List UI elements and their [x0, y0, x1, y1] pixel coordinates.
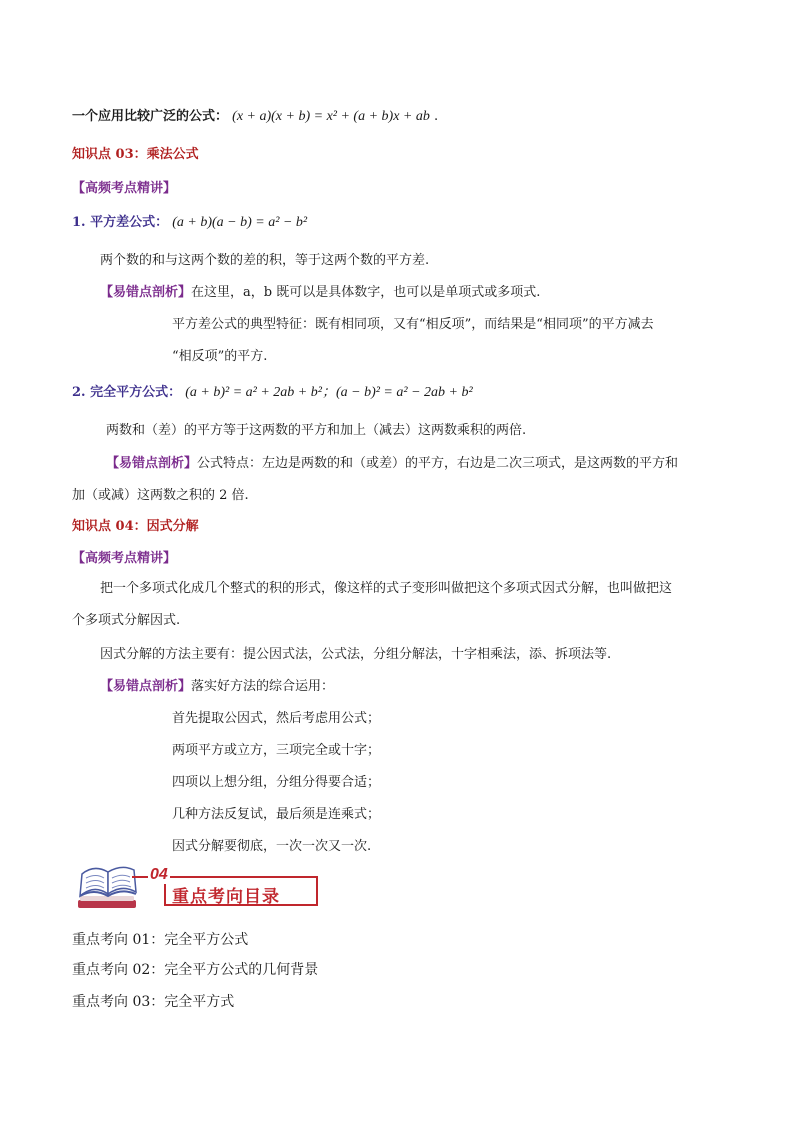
kp03-heading: 知识点 03：乘法公式 [72, 147, 199, 162]
intro-end: . [434, 109, 439, 124]
direction-item: 重点考向 01：完全平方公式 [72, 932, 249, 948]
item2-desc: 两数和（差）的平方等于这两数的平方和加上（减去）这两数乘积的两倍. [106, 423, 527, 438]
item2-line [72, 384, 473, 402]
kp04-tag: 【高频考点精讲】 [72, 551, 177, 566]
item1-feature-2: “相反项”的平方. [172, 349, 268, 364]
item1-desc: 两个数的和与这两个数的差的积，等于这两个数的平方差. [100, 253, 430, 268]
section-banner [72, 866, 320, 914]
kp04-heading: 知识点 04：因式分解 [72, 519, 199, 534]
kp04-methods: 因式分解的方法主要有：提公因式法，公式法，分组分解法，十字相乘法，添、拆项法等. [100, 647, 612, 662]
item1-tip-tag: 【易错点剖析】 [100, 285, 192, 300]
general-formula: (x + a)(x + b) = x² + (a + b)x + ab [232, 109, 430, 124]
book-icon [72, 866, 148, 914]
perfect-square-formula: (a + b)² = a² + 2ab + b²；(a − b)² = a² − 2ab + b² [185, 385, 473, 400]
item2-tip-text: 公式特点：左边是两数的和（或差）的平方，右边是二次三项式，是这两数的平方和 [197, 456, 679, 471]
item2-tip-tag: 【易错点剖析】 [106, 456, 198, 471]
item2-label: 2. 完全平方公式： [72, 385, 182, 400]
rhyme-line: 两项平方或立方，三项完全或十字； [172, 743, 381, 758]
rhyme-line: 因式分解要彻底，一次一次又一次. [172, 839, 372, 854]
intro-text: 一个应用比较广泛的公式： [72, 109, 229, 124]
item2-tip [106, 455, 678, 473]
direction-item: 重点考向 02：完全平方公式的几何背景 [72, 962, 319, 978]
difference-of-squares-formula: (a + b)(a − b) = a² − b² [172, 215, 308, 230]
rhyme-line: 首先提取公因式，然后考虑用公式； [172, 711, 381, 726]
kp03-tag: 【高频考点精讲】 [72, 181, 177, 196]
kp04-tip-tag: 【易错点剖析】 [100, 679, 192, 694]
item1-label: 1. 平方差公式： [72, 215, 169, 230]
direction-item: 重点考向 03：完全平方式 [72, 994, 235, 1010]
item1-tip [100, 284, 540, 302]
kp04-tip [100, 678, 334, 696]
formula-intro-line [72, 108, 438, 126]
item1-line [72, 214, 307, 232]
banner-title: 重点考向目录 [172, 887, 280, 907]
rhyme-line: 几种方法反复试，最后须是连乘式； [172, 807, 381, 822]
banner-number: 04 [150, 866, 168, 883]
kp04-tip-text: 落实好方法的综合运用： [191, 679, 335, 694]
rhyme-line: 四项以上想分组，分组分得要合适； [172, 775, 381, 790]
item1-tip-text: 在这里，a，b 既可以是具体数字，也可以是单项式或多项式. [191, 285, 541, 300]
item2-tip-text-2: 加（或减）这两数之积的 2 倍. [72, 488, 249, 503]
kp04-para-2: 个多项式分解因式. [72, 613, 181, 628]
item1-feature-1: 平方差公式的典型特征：既有相同项，又有“相反项”，而结果是“相同项”的平方减去 [172, 317, 654, 332]
kp04-para-1: 把一个多项式化成几个整式的积的形式，像这样的式子变形叫做把这个多项式因式分解，也叫做把这 [100, 581, 673, 596]
